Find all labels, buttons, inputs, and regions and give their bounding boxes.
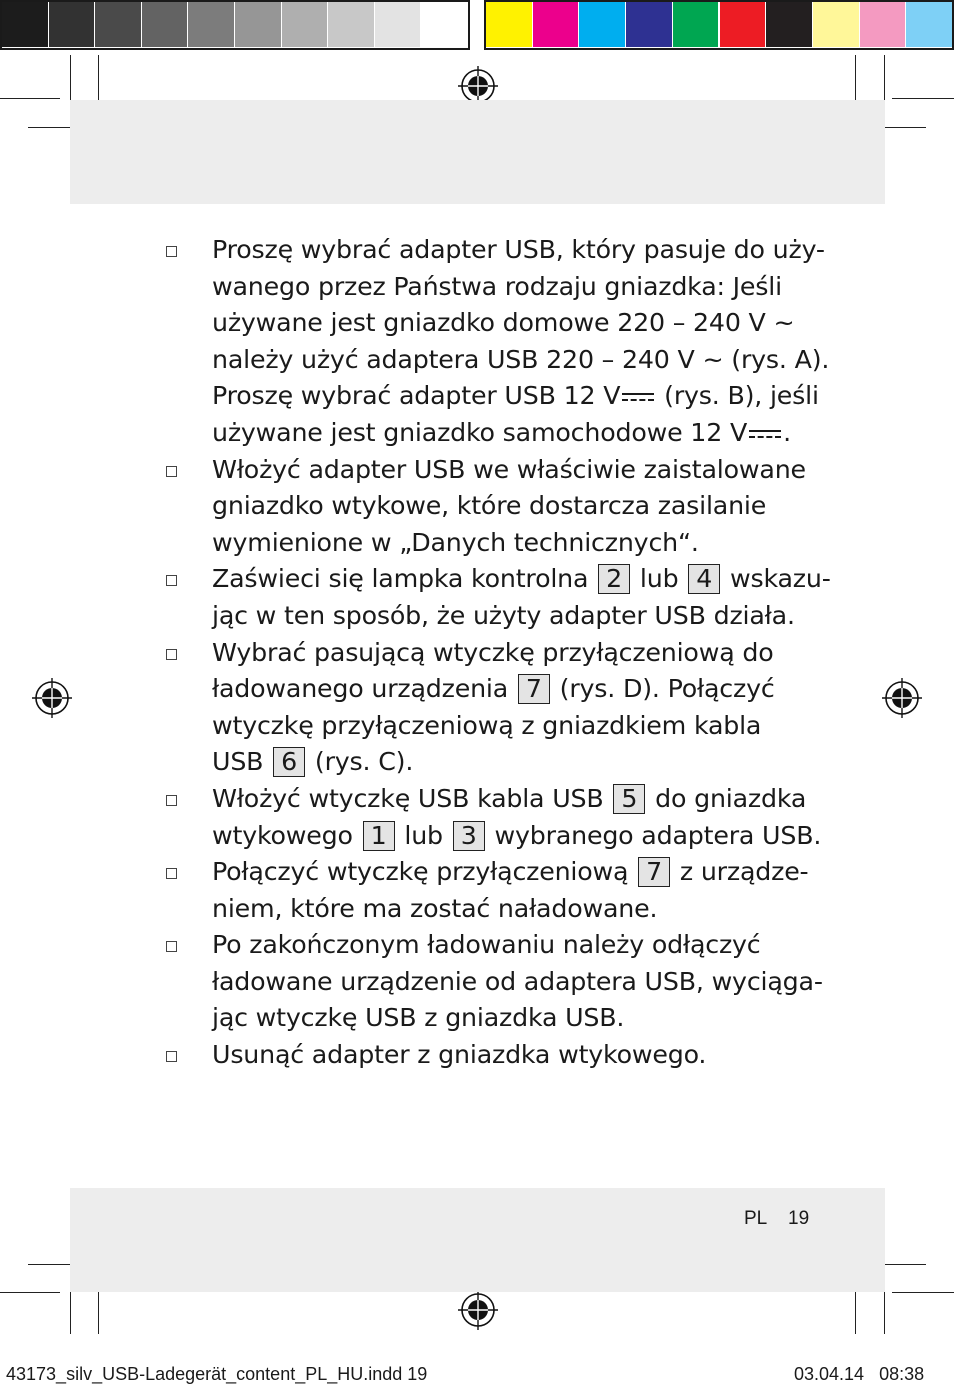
instruction-item [162,1037,802,1074]
slug-date: 03.04.14 [794,1364,865,1384]
instruction-text: wskazu- [722,564,831,594]
instruction-line [212,708,802,745]
bullet-box-icon [166,246,177,257]
instruction-text: lub [396,820,451,850]
instruction-list [162,232,831,1074]
instruction-text: wtykowego [212,820,361,850]
instruction-line [212,964,823,1001]
instruction-text: jąc w ten sposób, że użyty adapter USB działa. [212,600,795,630]
instruction-line [212,927,802,964]
instruction-text: Po zakończonym ładowaniu należy odłączyć [212,930,761,960]
instruction-line [212,744,802,781]
instruction-text: wymienione w „Danych technicznych“. [212,527,699,557]
instruction-text: należy użyć adaptera USB 220 – 240 V ~ (rys. A). [212,344,830,374]
instruction-text: (rys. C). [307,747,414,777]
instruction-text: (rys. B), jeśli [656,381,819,411]
instruction-line [212,378,819,415]
instruction-line [212,342,830,379]
part-reference-badge: 3 [453,821,485,851]
instruction-line [212,488,802,525]
instruction-item [162,927,823,1037]
instruction-text: używane jest gniazdko samochodowe 12 V [212,417,748,447]
gray-swatch-frame [0,0,470,50]
bullet-box-icon [166,868,177,879]
instruction-line [212,1000,802,1037]
slug-time: 08:38 [879,1364,925,1384]
instruction-line [212,269,802,306]
instruction-item [162,635,802,781]
instruction-text: ładowanego urządzenia [212,674,516,704]
instruction-text: Zaświeci się lampka kontrolna [212,564,597,594]
instruction-line [212,305,802,342]
bullet-box-icon [166,941,177,952]
instruction-text: Proszę wybrać adapter USB, który pasuje do uży- [212,235,825,264]
instruction-line [212,415,802,452]
bullet-box-icon [166,649,177,660]
instruction-line [212,671,802,708]
part-reference-badge: 6 [273,747,305,777]
instruction-text: (rys. D). Połączyć [551,674,775,704]
instruction-text: . [783,417,791,447]
instruction-text: wtyczkę przyłączeniową z gniazdkiem kabla [212,710,762,740]
instruction-text: Włożyć wtyczkę USB kabla USB [212,783,612,813]
instruction-line [212,232,825,269]
instruction-text: ładowane urządzenie od adaptera USB, wyciąga- [212,966,823,996]
instruction-line [212,891,802,928]
registration-mark-icon [458,1290,498,1330]
dc-symbol-icon [622,392,654,402]
slug-filename: 43173_silv_USB-Ladegerät_content_PL_HU.indd 19 [6,1364,428,1384]
header-panel [70,100,885,204]
instruction-text: Połączyć wtyczkę przyłączeniową [212,857,637,887]
registration-mark-icon [32,678,72,718]
instruction-item [162,452,806,562]
instruction-text: lub [632,564,687,594]
instruction-text: wybranego adaptera USB. [486,820,822,850]
instruction-line [212,1037,802,1074]
instruction-item [162,561,831,634]
bullet-box-icon [166,575,177,586]
part-reference-badge: 5 [613,784,645,814]
instruction-text: Włożyć adapter USB we właściwie zaistalowane [212,454,806,484]
instruction-line [212,452,806,489]
slug-datetime [794,1364,924,1385]
part-reference-badge: 7 [518,674,550,704]
instruction-line [212,781,807,818]
footer-language: PL [744,1208,768,1229]
instruction-line [212,635,802,672]
color-calibration-bar [0,0,954,50]
instruction-text: Wybrać pasującą wtyczkę przyłączeniową do [212,637,774,667]
instruction-line [212,854,809,891]
bullet-box-icon [166,1051,177,1062]
instruction-item [162,232,830,452]
instruction-text: do gniazdka [647,783,807,813]
instruction-text: z urządze- [672,857,809,887]
part-reference-badge: 2 [598,564,630,594]
instruction-text: USB [212,747,272,777]
instruction-line [212,598,802,635]
part-reference-badge: 7 [638,857,670,887]
instruction-line [212,818,822,855]
part-reference-badge: 1 [363,821,395,851]
instruction-text: używane jest gniazdko domowe 220 – 240 V ~ [212,308,795,338]
instruction-text: niem, które ma zostać naładowane. [212,893,658,923]
color-swatch-frame [484,0,954,50]
instruction-line [212,561,831,598]
bullet-box-icon [166,795,177,806]
registration-mark-icon [882,678,922,718]
part-reference-badge: 4 [688,564,720,594]
instruction-text: gniazdko wtykowe, które dostarcza zasilanie [212,491,767,521]
instruction-item [162,854,809,927]
instruction-text: Usunąć adapter z gniazdka wtykowego. [212,1040,707,1070]
footer-panel [70,1188,885,1292]
page-number: 19 [788,1208,810,1229]
instruction-line [212,525,802,562]
instruction-item [162,781,822,854]
dc-symbol-icon [749,429,781,439]
instruction-text: Proszę wybrać adapter USB 12 V [212,381,621,411]
bullet-box-icon [166,466,177,477]
instruction-text: jąc wtyczkę USB z gniazdka USB. [212,1003,625,1033]
instruction-text: wanego przez Państwa rodzaju gniazdka: Jeśli [212,271,782,301]
